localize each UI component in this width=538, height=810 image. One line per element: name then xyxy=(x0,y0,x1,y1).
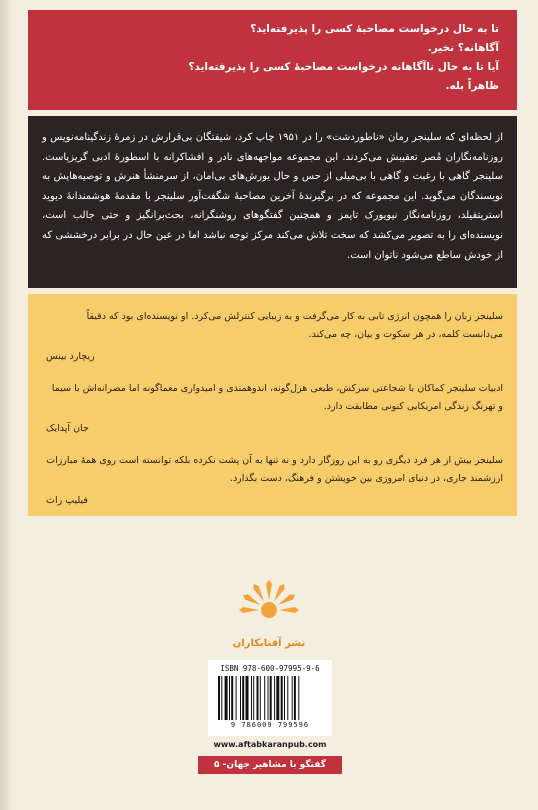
quote-text: سلینجر بیش از هر فرد دیگری رو به این روزگار دارد و نه تنها به آن پشت نکرده بلکه توانسته است روی همهٔ مبارزات ارزشمند جاری، در دنیای امروزی بین خویشتن و فرهنگ، دست بگذارد. xyxy=(46,455,503,484)
quote-author: ریچارد بینس xyxy=(46,351,95,362)
description-text: از لحظه‌ای که سلینجر رمان «ناطوردشت» را در ۱۹۵۱ چاپ کرد، شیفتگان بی‌قرارش در زمرهٔ زندگینامه‌نویس و روزنامه‌نگاران مُصر تعقیبش می‌کردند. این مجموعه مواجهه‌های نادر و افشاکرانه با اسطورهٔ ادبی گریزپاست. سلینجر گاهی با رغبت و گاهی با بی‌میلی از حس و حال یورش‌های بی‌امان، از سرمنشأ هنرش و توصیه‌هایش به نویسندگان می‌گوید. این مجموعه که در برگیرندهٔ آخرین مصاحبهٔ شگفت‌آور سلینجر با مقدمهٔ هوشمندانهٔ دیوید استریتفیلد، روزنامه‌نگار نیویورک تایمز و همچنین گفتگوهای روشنگرانه، بحث‌برانگیز و حتی جالب است، نویسنده‌ای را به تصویر می‌کشد که سخت تلاش می‌کند مرکز توجه نباشد اما در عین حال در برابر درخششی که از خودش ساطع می‌شود ناتوان است. xyxy=(42,132,504,261)
red-line-4: ظاهراً بله. xyxy=(445,80,499,92)
red-question-block xyxy=(28,10,517,110)
isbn-barcode-box xyxy=(208,660,332,736)
description-block xyxy=(28,116,517,288)
barcode-icon xyxy=(216,676,324,720)
quote-text: ادبیات سلینجر کماکان با شجاعتی سرکش، طبعی هزل‌گونه، اندوهمندی و امیدواری معماگونه اما مصرانه‌اش با سیما و تهرنگ زندگی امریکایی کنونی مطابقت دارد. xyxy=(51,383,503,412)
quote-item xyxy=(46,308,503,366)
quote-item xyxy=(46,380,503,438)
quotes-block xyxy=(28,294,517,516)
red-line-2: آگاهانه؟ نخیر. xyxy=(427,42,499,54)
spine-shadow xyxy=(0,0,14,810)
publisher-sun-logo-icon xyxy=(232,580,306,652)
red-line-3: آیا تا به حال ناآگاهانه درخواست مصاحبهٔ کسی را پذیرفته‌اید؟ xyxy=(188,61,499,73)
publisher-logo-text: نشر آفتابکاران xyxy=(232,638,306,649)
quote-item xyxy=(46,452,503,510)
red-line-1: تا به حال درخواست مصاحبهٔ کسی را پذیرفته‌اید؟ xyxy=(250,23,499,35)
quote-author: جان آپدایک xyxy=(46,423,89,434)
series-label: گفتگو با مشاهیر جهان- ۵ xyxy=(198,756,342,774)
barcode-digits: 9 786009 799596 xyxy=(230,721,310,729)
quote-text: سلینجر زبان را همچون انرژی تابی به کار می‌گرفت و به زیبایی کنترلش می‌کرد. او نویسنده‌ای بود که دقیقاً می‌دانست کلمه، در هر سکوت و بیان، چه می‌کند. xyxy=(86,311,503,340)
quote-author: فیلیپ راث xyxy=(46,495,88,506)
publisher-website: www.aftabkaranpub.com xyxy=(213,740,327,749)
isbn-number: ISBN 978-600-97995-9-6 xyxy=(220,664,320,673)
